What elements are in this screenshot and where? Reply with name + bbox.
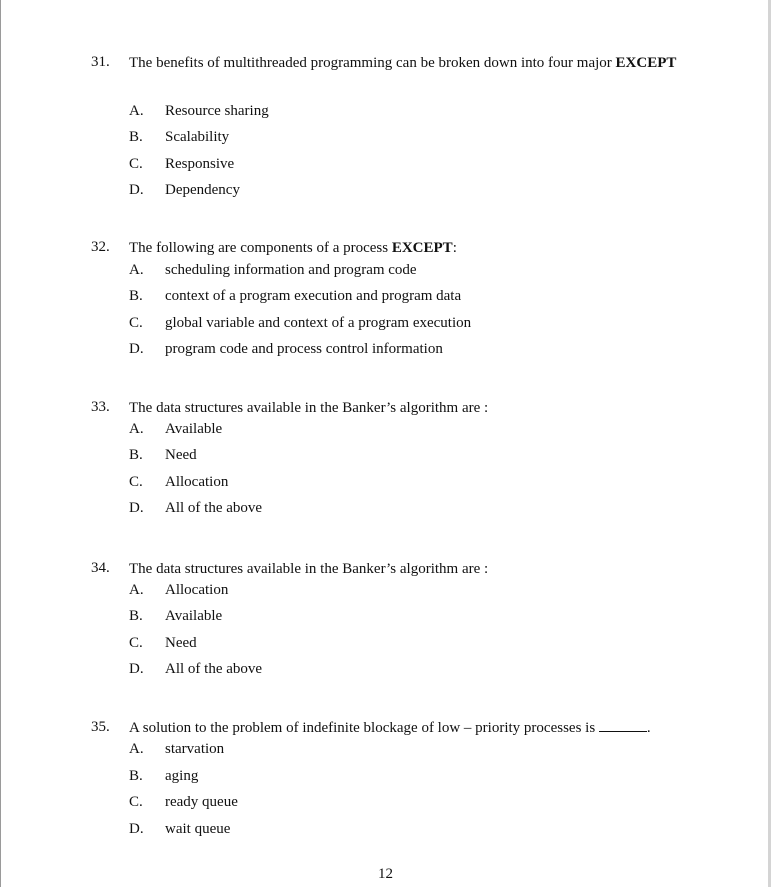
option-d [0,661,771,687]
option-d [0,821,771,847]
option-letter: C. [129,315,143,331]
option-letter: B. [129,129,143,145]
question-number: 33. [91,399,110,415]
option-text: scheduling information and program code [165,262,417,278]
option-text: Dependency [165,182,240,198]
option-b [0,608,771,634]
option-text: All of the above [165,661,263,677]
option-letter: A. [129,103,144,119]
option-c [0,635,771,661]
question-text [129,715,691,741]
option-a [0,582,771,608]
option-letter: B. [129,768,143,784]
option-letter: D. [129,500,144,516]
option-letter: C. [129,474,143,490]
question-number: 34. [91,560,110,576]
option-text: Resource sharing [165,103,269,119]
option-c [0,315,771,341]
question-text-emphasis: EXCEPT [615,55,677,71]
option-text: wait queue [165,821,231,837]
option-text: Scalability [165,129,230,145]
question-number: 31. [91,54,110,70]
option-text: context of a program execution and program data [165,288,462,304]
option-letter: D. [129,341,144,357]
option-letter: D. [129,182,144,198]
question-text [129,50,691,76]
option-b [0,447,771,473]
option-text: All of the above [165,500,263,516]
option-text: Allocation [165,582,229,598]
question-text: The data structures available in the Banker’s algorithm are : [129,561,489,577]
question-number: 32. [91,239,110,255]
option-d [0,182,771,208]
answer-blank [599,719,647,732]
page-number: 12 [378,866,393,882]
option-text: Need [165,635,197,651]
option-b [0,288,771,314]
option-letter: C. [129,635,143,651]
option-a [0,741,771,767]
option-a [0,103,771,129]
option-text: Need [165,447,197,463]
option-letter: A. [129,741,144,757]
question-text-part: A solution to the problem of indefinite blockage of low – priority processes is [129,720,599,736]
question-text-part: : [452,240,457,256]
option-b [0,129,771,155]
question-text-part: . [646,720,651,736]
option-c [0,794,771,820]
option-d [0,341,771,367]
option-text: Allocation [165,474,229,490]
option-b [0,768,771,794]
option-text: Available [165,421,223,437]
option-letter: B. [129,447,143,463]
option-text: Available [165,608,223,624]
question-text-part: The following are components of a process [129,240,392,256]
option-text: starvation [165,741,225,757]
option-letter: A. [129,421,144,437]
option-text: Responsive [165,156,235,172]
question-number: 35. [91,719,110,735]
option-letter: B. [129,608,143,624]
question-text [129,235,691,261]
option-letter: C. [129,156,143,172]
option-letter: A. [129,582,144,598]
option-a [0,262,771,288]
option-c [0,156,771,182]
question-text-part: The benefits of multithreaded programming can be broken down into four major [129,55,616,71]
option-letter: D. [129,661,144,677]
option-letter: D. [129,821,144,837]
question-text-emphasis: EXCEPT [391,240,453,256]
option-text: aging [165,768,199,784]
option-d [0,500,771,526]
question-text: The data structures available in the Banker’s algorithm are : [129,400,489,416]
option-a [0,421,771,447]
option-c [0,474,771,500]
option-text: ready queue [165,794,238,810]
option-text: program code and process control information [165,341,443,357]
option-letter: B. [129,288,143,304]
option-letter: A. [129,262,144,278]
option-text: global variable and context of a program execution [165,315,472,331]
option-letter: C. [129,794,143,810]
